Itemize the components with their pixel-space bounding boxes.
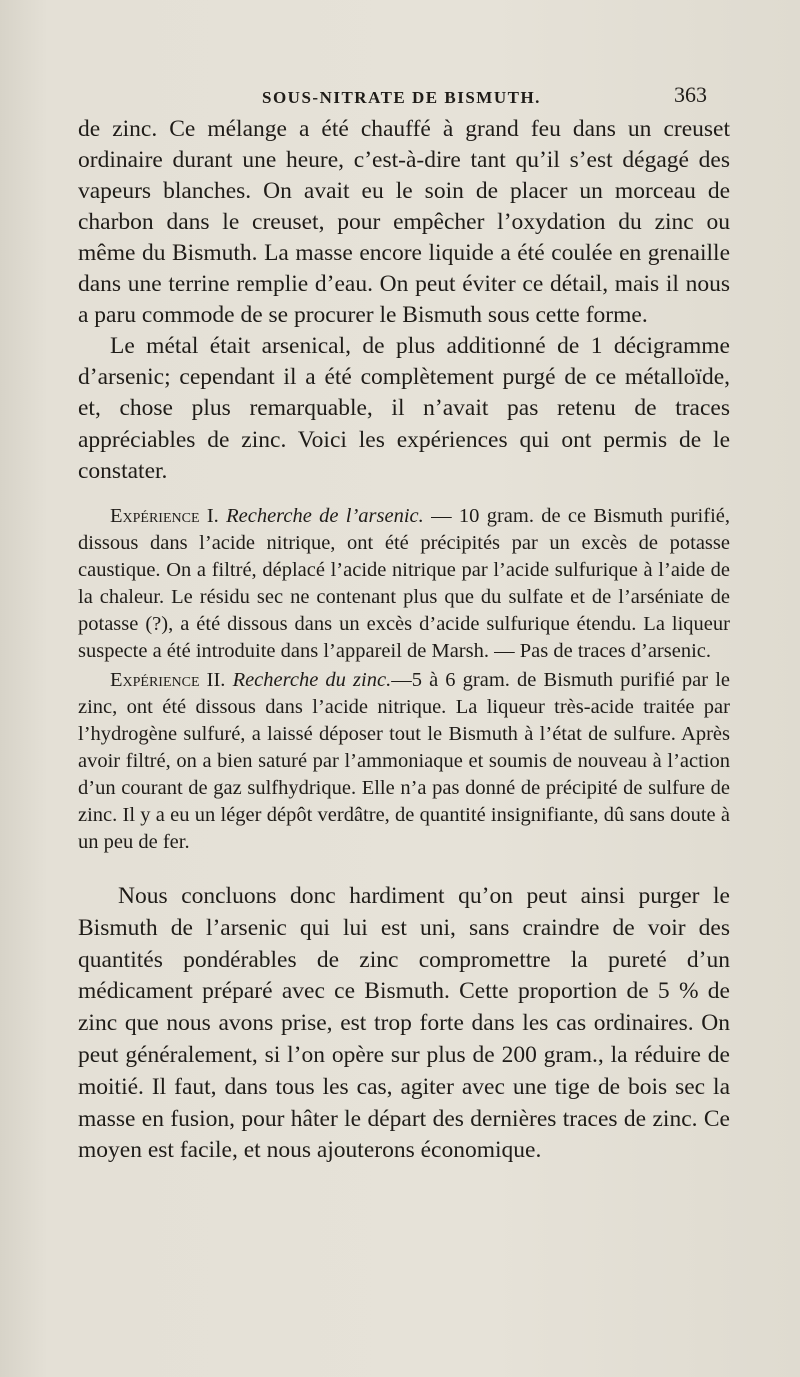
running-title: SOUS-NITRATE DE BISMUTH. bbox=[262, 88, 541, 107]
experiment-two bbox=[78, 667, 730, 856]
paragraph-conclusion: Nous concluons donc hardiment qu’on peut ainsi purger le Bismuth de l’arsenic qui lui est uni, sans craindre de voir des quantités pondérables de zinc compromettre la pureté d’un médicament préparé avec ce Bismuth. Cette proportion de 5 % de zinc que nous avons prise, est trop forte dans les cas ordinaires. On peut généralement, si l’on opère sur plus de 200 gram., la réduire de moitié. Il faut, dans tous les cas, agiter avec une tige de bois sec la masse en fusion, pour hâter le départ des dernières traces de zinc. Ce moyen est facile, et nous ajouterons économique. bbox=[78, 883, 730, 1164]
page-header bbox=[0, 82, 800, 112]
page-body bbox=[78, 114, 730, 1167]
experiment-one-label: Expérience I. bbox=[110, 505, 219, 528]
experiment-two-text: —5 à 6 gram. de Bismuth purifié par le zinc, ont été dissous dans l’acide nitrique. La liqueur très-acide traitée par l’hydrogène sulfuré, a laissé déposer tout le Bismuth à l’état de sulfure. Après avoir filtré, on a bien saturé par l’ammoniaque et soumis de nouveau à l’action d’un courant de gaz sulfhydrique. Elle n’a pas donné de précipité de sulfure de zinc. Il y a eu un léger dépôt verdâtre, de quantité insignifiante, dû sans doute à un peu de fer. bbox=[78, 669, 730, 854]
experiment-one-title: Recherche de l’arsenic. bbox=[226, 505, 424, 528]
page-number: 363 bbox=[674, 82, 707, 107]
paragraph-arsenic-removed: Le métal était arsenical, de plus additionné de 1 décigramme d’arsenic; cependant il a été complètement purgé de ce métalloïde, et, chose plus remarquable, il n’avait pas retenu de traces appréciables de zinc. Voici les expériences qui ont permis de le constater. bbox=[78, 333, 730, 484]
experiment-one bbox=[78, 503, 730, 665]
experiment-two-label: Expérience II. bbox=[110, 669, 226, 692]
experiment-two-title: Recherche du zinc. bbox=[232, 669, 392, 692]
paragraph-continuation: de zinc. Ce mélange a été chauffé à grand feu dans un creuset ordinaire durant une heure, c’est-à-dire tant qu’il s’est dégagé des vapeurs blanches. On avait eu le soin de placer un morceau de charbon dans le creuset, pour empêcher l’oxydation du zinc ou même du Bismuth. La masse encore liquide a été coulée en grenaille dans une terrine remplie d’eau. On peut éviter ce détail, mais il nous a paru commode de se procurer le Bismuth sous cette forme. bbox=[78, 116, 730, 328]
experiment-one-text: — 10 gram. de ce Bismuth purifié, dissous dans l’acide nitrique, ont été précipités par un excès de potasse caustique. On a filtré, déplacé l’acide nitrique par l’acide sulfurique à l’aide de la chaleur. Le résidu sec ne contenant plus que du sulfate et de l’arséniate de potasse (?), a été dissous dans un excès d’acide sulfurique étendu. La liqueur suspecte a été introduite dans l’appareil de Marsh. — Pas de traces d’arsenic. bbox=[78, 505, 730, 663]
